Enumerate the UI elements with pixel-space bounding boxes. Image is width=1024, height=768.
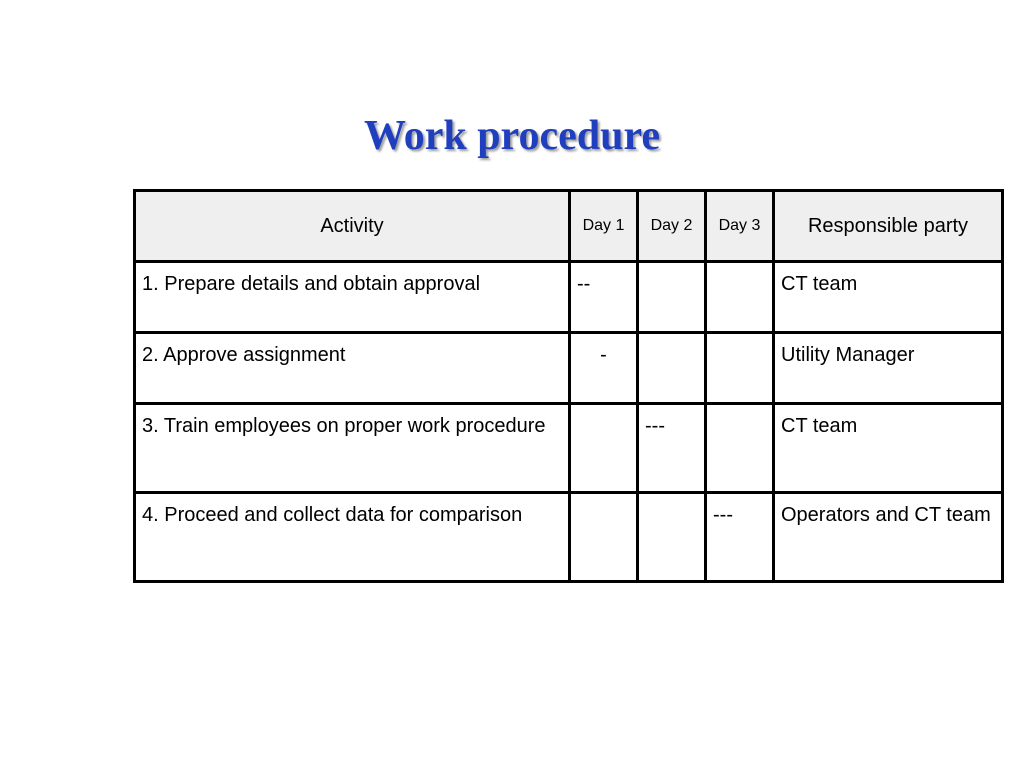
slide-title: Work procedure (364, 113, 660, 159)
day-2-cell: --- (638, 404, 706, 493)
procedure-table (133, 189, 1004, 583)
header-day-1: Day 1 (570, 191, 638, 262)
day-2-cell (638, 333, 706, 404)
activity-cell: 2. Approve assignment (135, 333, 570, 404)
day-2-cell (638, 262, 706, 333)
activity-cell: 1. Prepare details and obtain approval (135, 262, 570, 333)
table-row (135, 262, 1003, 333)
header-activity: Activity (135, 191, 570, 262)
day-3-cell (706, 262, 774, 333)
day-1-cell: -- (570, 262, 638, 333)
day-2-cell (638, 493, 706, 582)
activity-cell: 3. Train employees on proper work procedure (135, 404, 570, 493)
party-cell: Utility Manager (774, 333, 1003, 404)
header-responsible-party: Responsible party (774, 191, 1003, 262)
day-1-cell (570, 404, 638, 493)
table-row (135, 404, 1003, 493)
table-row (135, 333, 1003, 404)
header-day-2: Day 2 (638, 191, 706, 262)
header-day-3: Day 3 (706, 191, 774, 262)
table-row (135, 493, 1003, 582)
table-header-row (135, 191, 1003, 262)
party-cell: Operators and CT team (774, 493, 1003, 582)
day-3-cell (706, 404, 774, 493)
party-cell: CT team (774, 262, 1003, 333)
day-1-cell (570, 493, 638, 582)
party-cell: CT team (774, 404, 1003, 493)
day-3-cell: --- (706, 493, 774, 582)
activity-cell: 4. Proceed and collect data for comparison (135, 493, 570, 582)
day-1-cell: - (570, 333, 638, 404)
day-3-cell (706, 333, 774, 404)
